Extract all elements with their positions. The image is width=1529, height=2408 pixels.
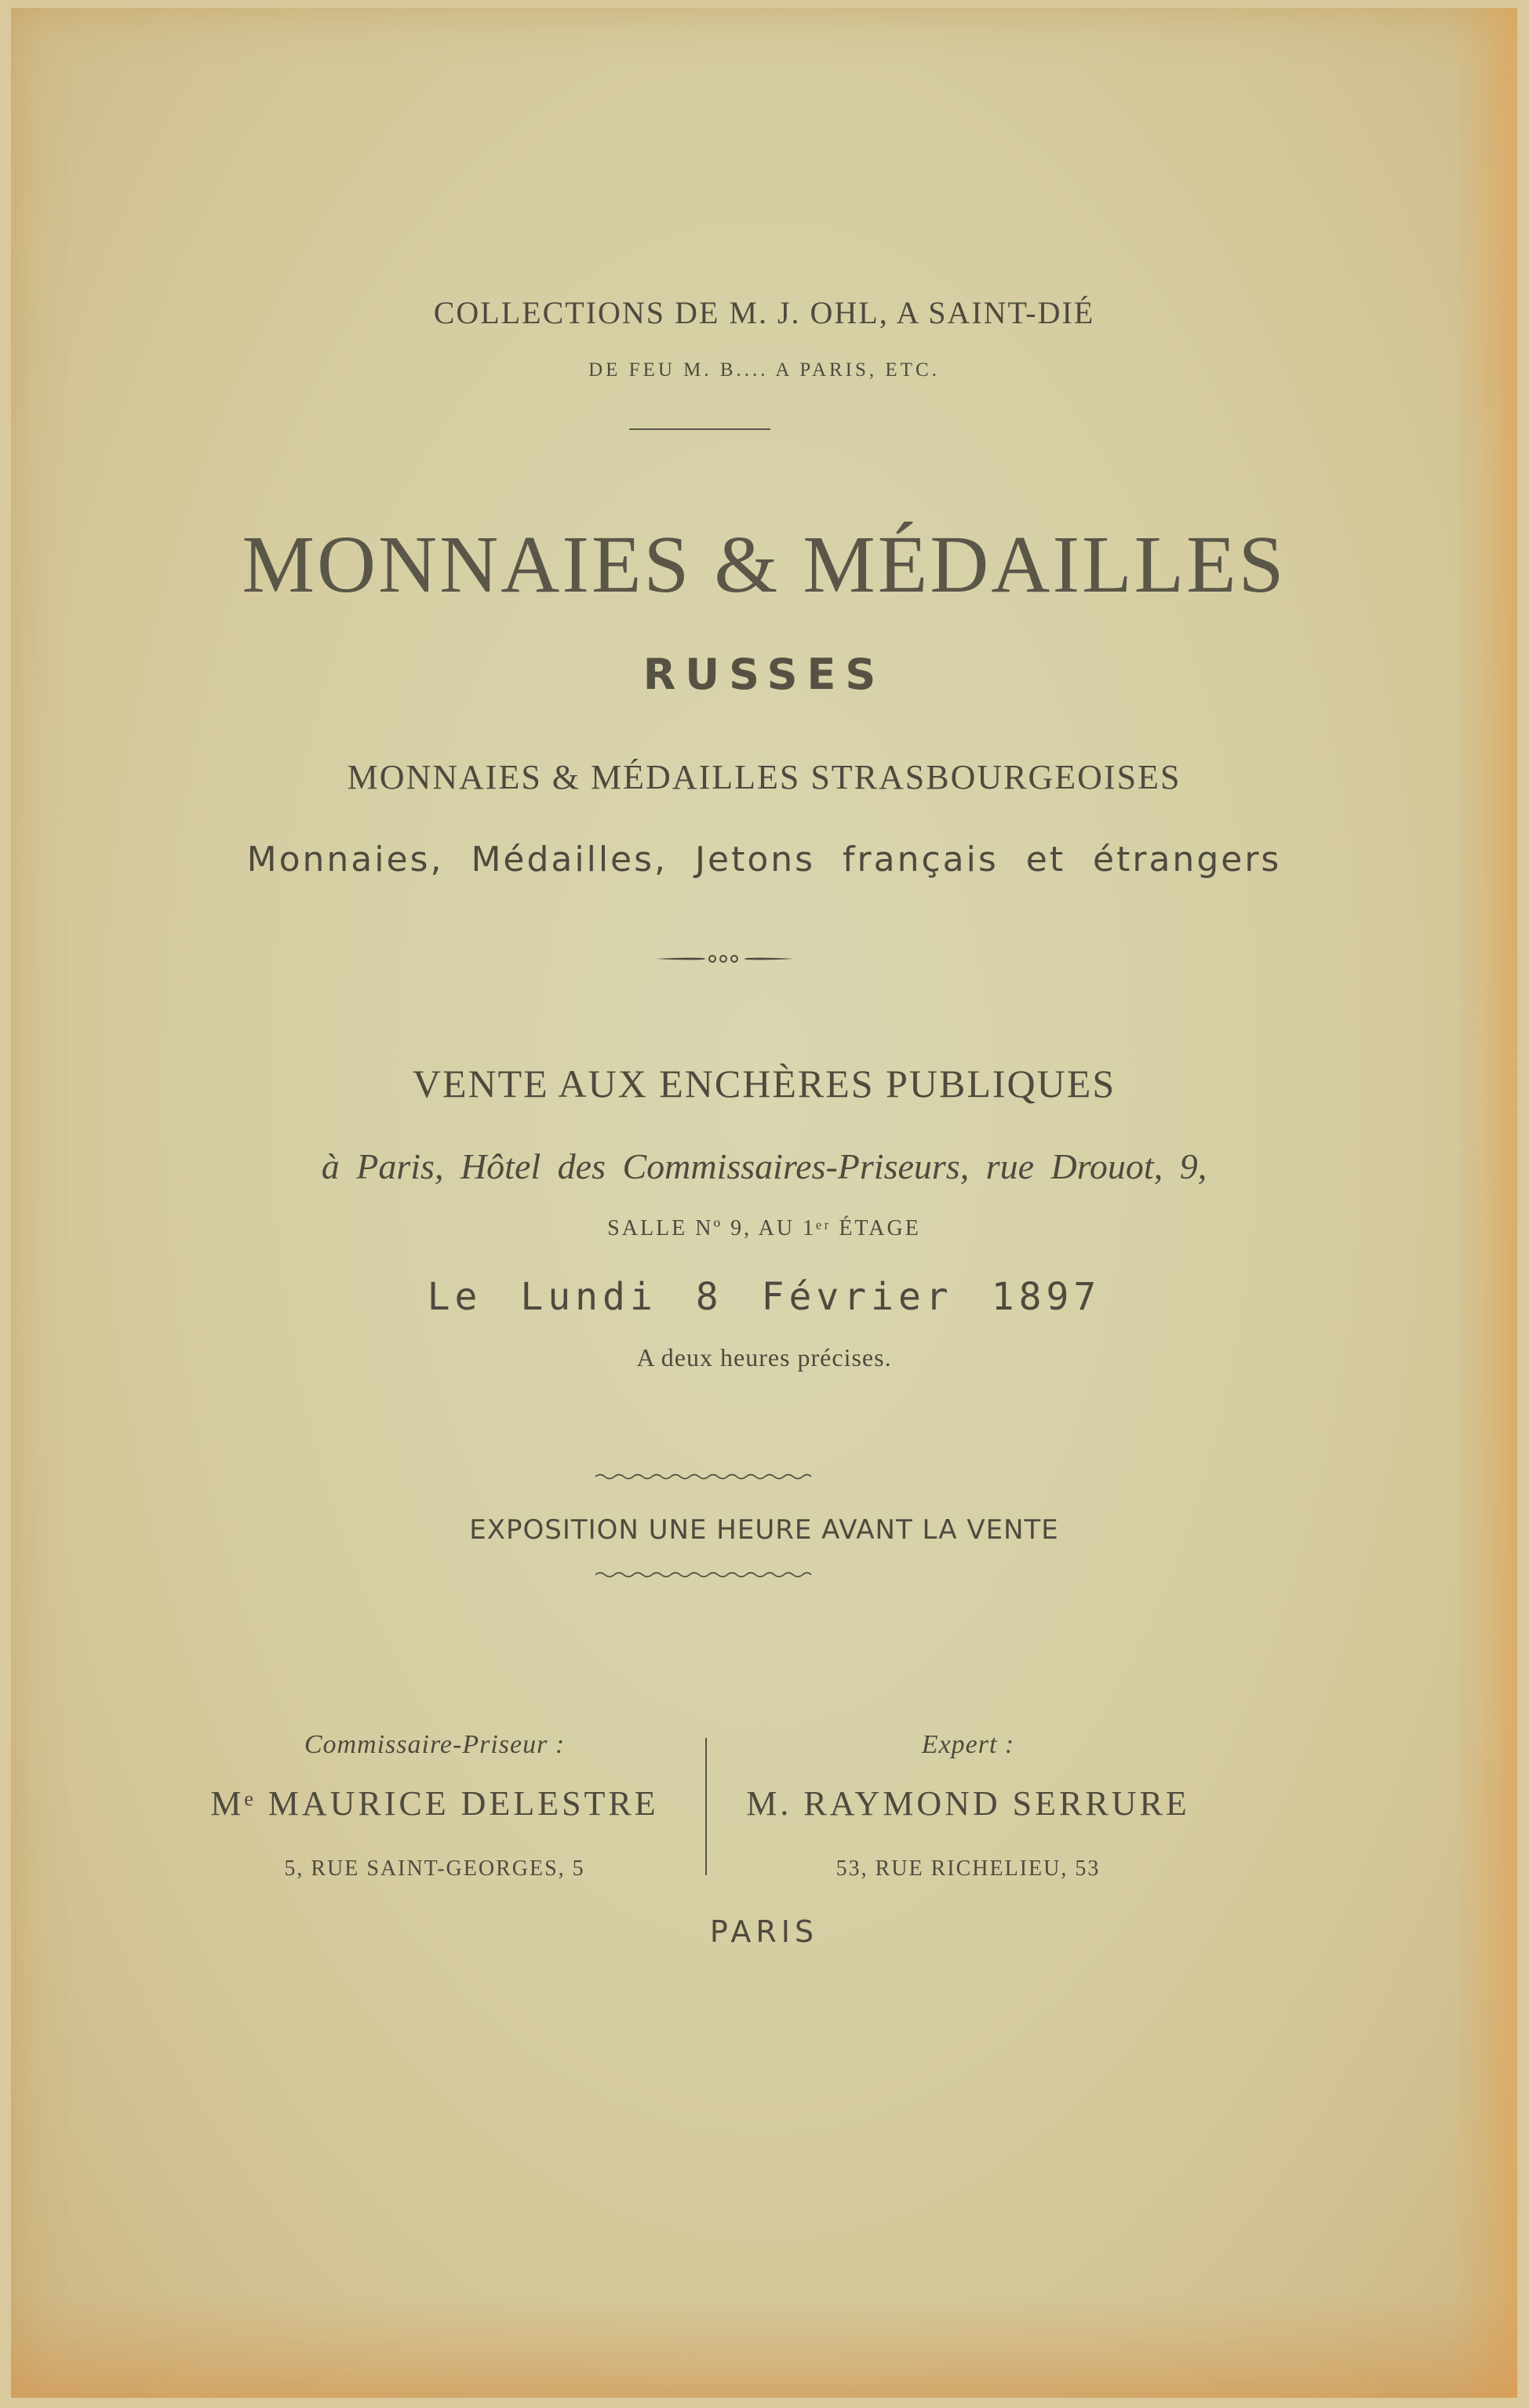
collections-line: COLLECTIONS DE M. J. OHL, A SAINT-DIÉ: [433, 295, 1095, 330]
expert-name: M. RAYMOND SERRURE: [746, 1784, 1190, 1823]
paper-sheet: [11, 8, 1517, 2398]
exhibition-notice: EXPOSITION UNE HEURE AVANT LA VENTE: [469, 1514, 1059, 1546]
sale-time: A deux heures précises.: [636, 1343, 892, 1372]
main-title: MONNAIES & MÉDAILLES: [242, 519, 1287, 610]
sale-location: à Paris, Hôtel des Commissaires-Priseurs, rue Drouot, 9,: [321, 1146, 1207, 1186]
auctioneer-address: 5, RUE SAINT-GEORGES, 5: [284, 1856, 585, 1881]
sale-heading: VENTE AUX ENCHÈRES PUBLIQUES: [412, 1062, 1116, 1106]
wavy-rule-top-icon: [595, 1471, 811, 1482]
subtitle-russes: RUSSES: [643, 650, 886, 699]
provenance-line: DE FEU M. B.... A PARIS, ETC.: [588, 359, 940, 381]
short-rule-divider: [629, 428, 770, 430]
expert-address: 53, RUE RICHELIEU, 53: [835, 1856, 1101, 1881]
auctioneer-block: [191, 1730, 678, 1882]
ornament-divider-icon: [654, 949, 795, 968]
paper-edge-stain-bottom: [11, 2296, 1517, 2398]
auctioneer-role: Commissaire-Priseur :: [304, 1730, 566, 1759]
vertical-divider: [705, 1738, 707, 1875]
sale-date: Le Lundi 8 Février 1897: [427, 1275, 1101, 1319]
sale-room: SALLE Nº 9, AU 1ᵉʳ ÉTAGE: [607, 1216, 921, 1240]
auctioneer-name: Mᵉ MAURICE DELESTRE: [210, 1784, 659, 1823]
city-imprint: PARIS: [709, 1914, 819, 1949]
wavy-rule-bottom-icon: [595, 1569, 811, 1580]
strasbourg-line: MONNAIES & MÉDAILLES STRASBOURGEOISES: [347, 758, 1181, 796]
expert-block: [717, 1730, 1219, 1882]
coins-medals-tokens-line: Monnaies, Médailles, Jetons français et étrangers: [246, 840, 1282, 880]
expert-role: Expert :: [921, 1730, 1015, 1759]
